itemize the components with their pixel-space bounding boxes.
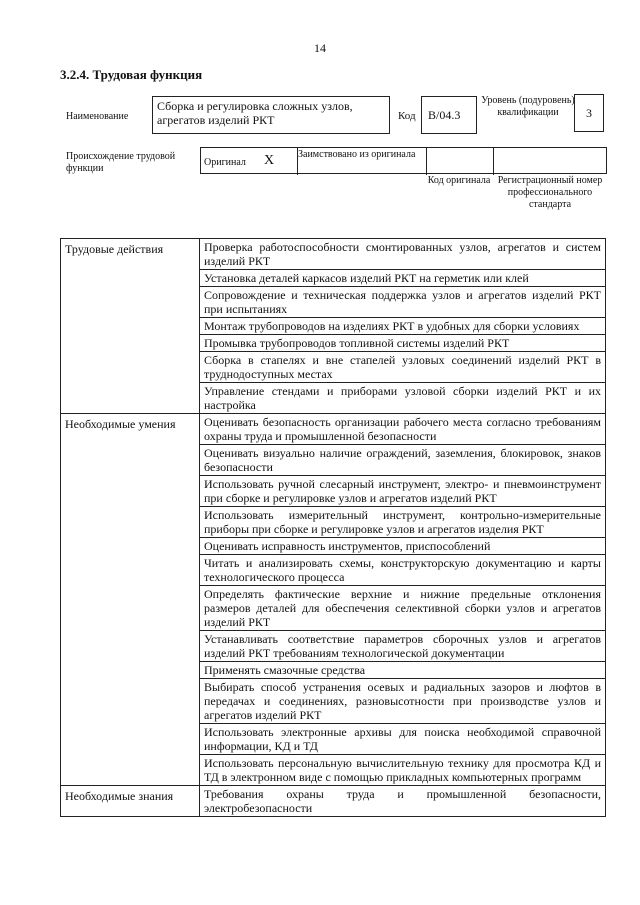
function-table — [60, 238, 606, 817]
section-title: 3.2.4. Трудовая функция — [60, 67, 203, 82]
origin-original-label: Оригинал — [204, 157, 246, 168]
origin-label: Происхождение трудовой функции — [66, 151, 176, 174]
item-cell: Использовать электронные архивы для поиска необходимой справочной информации, КД и ТД — [200, 724, 606, 755]
registration-number-label: Регистрационный номер профессионального стандарта — [497, 175, 603, 210]
item-cell: Оценивать исправность инструментов, приспособлений — [200, 538, 606, 555]
item-cell: Использовать персональную вычислительную технику для просмотра КД и ТД в электронном виде с помощью прикладных компьютерных программ — [200, 755, 606, 786]
category-cell: Трудовые действия — [61, 239, 200, 414]
item-cell: Оценивать визуально наличие ограждений, заземления, блокировок, знаков безопасности — [200, 445, 606, 476]
item-cell: Читать и анализировать схемы, конструкторскую документацию и карты технологического процесса — [200, 555, 606, 586]
item-cell: Устанавливать соответствие параметров сборочных узлов и агрегатов изделий РКТ требованиям технологической документации — [200, 631, 606, 662]
item-cell: Монтаж трубопроводов на изделиях РКТ в удобных для сборки условиях — [200, 318, 606, 335]
item-cell: Применять смазочные средства — [200, 662, 606, 679]
item-cell: Установка деталей каркасов изделий РКТ на герметик или клей — [200, 270, 606, 287]
original-code-label: Код оригинала — [427, 175, 491, 186]
code-field: В/04.3 — [421, 96, 477, 134]
table-row — [61, 786, 606, 817]
origin-borrowed-label: Заимствовано из оригинала — [298, 149, 416, 160]
item-cell: Оценивать безопасность организации рабочего места согласно требованиям охраны труда и промышленной безопасности — [200, 414, 606, 445]
item-cell: Сопровождение и техническая поддержка узлов и агрегатов изделий РКТ при испытаниях — [200, 287, 606, 318]
level-field: 3 — [574, 94, 604, 132]
item-cell: Использовать ручной слесарный инструмент, электро- и пневмоинструмент при сборке и регулировке узлов и агрегатов изделий РКТ — [200, 476, 606, 507]
page-number: 14 — [314, 41, 326, 55]
item-cell: Промывка трубопроводов топливной системы изделий РКТ — [200, 335, 606, 352]
table-row — [61, 414, 606, 445]
category-cell: Необходимые знания — [61, 786, 200, 817]
name-label: Наименование — [66, 111, 129, 122]
level-label: Уровень (подуровень) квалификации — [481, 95, 575, 118]
item-cell: Сборка в стапелях и вне стапелей узловых соединений изделий РКТ в труднодоступных местах — [200, 352, 606, 383]
origin-divider — [493, 148, 494, 175]
category-cell: Необходимые умения — [61, 414, 200, 786]
item-cell: Использовать измерительный инструмент, контрольно-измерительные приборы при сборке и регулировке узлов и агрегатов изделия РКТ — [200, 507, 606, 538]
item-cell: Управление стендами и приборами узловой сборки изделий РКТ и их настройка — [200, 383, 606, 414]
code-label: Код — [398, 110, 416, 122]
table-row — [61, 239, 606, 270]
origin-divider — [426, 148, 427, 175]
function-name-field: Сборка и регулировка сложных узлов, агрегатов изделий РКТ — [152, 96, 390, 134]
item-cell: Определять фактические верхние и нижние предельные отклонения размеров деталей для обеспечения селективной сборки узлов и агрегатов изделий РКТ — [200, 586, 606, 631]
item-cell: Требования охраны труда и промышленной безопасности, электробезопасности — [200, 786, 606, 817]
item-cell: Выбирать способ устранения осевых и радиальных зазоров и люфтов в передачах и соединениях, разновысотности при производстве узлов и агрегатов изделий РКТ — [200, 679, 606, 724]
origin-original-mark: Х — [264, 153, 275, 168]
item-cell: Проверка работоспособности смонтированных узлов, агрегатов и систем изделий РКТ — [200, 239, 606, 270]
